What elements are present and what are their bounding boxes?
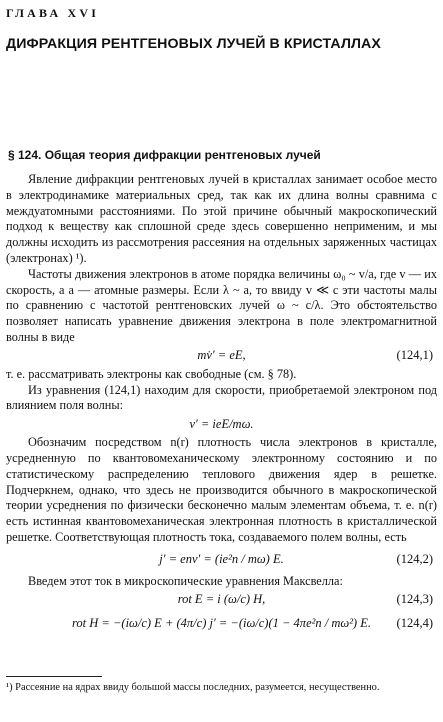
equation-124-4-number: (124,4) xyxy=(396,615,433,630)
section-heading: § 124. Общая теория дифракции рентгеновых лучей xyxy=(8,148,321,162)
equation-124-1 xyxy=(6,347,437,366)
paragraph-velocity: Из уравнения (124,1) находим для скорости, приобретаемой электроном под влиянием поля волны: xyxy=(6,382,437,413)
equation-124-1-body: mv̇′ = eE, xyxy=(197,348,246,363)
equation-124-1-number: (124,1) xyxy=(396,348,433,363)
chapter-title: ДИФРАКЦИЯ РЕНТГЕНОВЫХ ЛУЧЕЙ В КРИСТАЛЛАХ xyxy=(6,36,381,52)
equation-124-3 xyxy=(6,591,437,610)
paragraph-intro: Явление дифракции рентгеновых лучей в кристаллах занимает особое место в электродинамике материальных сред, так как их длина волны сравнима с междуатомными расстояниями. По этой причине обычный макроскопический подход к веществу как сплошной среде здесь совершенно неприменим, и мы должны исходить из рассмотрения рассеяния на отдельных заряженных частицах (электронах) ¹). xyxy=(6,172,437,265)
equation-124-4-body: rot H = −(iω/c) E + (4π/c) j′ = −(iω/c)(1 − 4πe²n / mω²) E. xyxy=(72,615,371,630)
footnote: ¹) Рассеяние на ядрах ввиду большой массы последних, разумеется, несущественно. xyxy=(6,682,380,693)
equation-124-2-body: j′ = env′ = (ie²n / mω) E. xyxy=(159,551,284,566)
paragraph-maxwell: Введем этот ток в микроскопические уравнения Максвелла: xyxy=(28,573,343,588)
paragraph-density: Обозначим посредством n(r) плотность числа электронов в кристалле, усредненную по квантовомеханическому электронному состоянию и по статистическому распределению теплового движения ядер в решетке. Подчеркнем, однако, что здесь не производится обычного в макроскопической теории усреднения по физически бесконечно малым элементам объема, т. е. n(r) есть истинная квантовомеханическая электронная плотность в кристаллической решетке. Соответствующая плотность тока, создаваемого полем волны, есть xyxy=(6,435,437,544)
equation-124-3-number: (124,3) xyxy=(396,592,433,607)
equation-124-2-number: (124,2) xyxy=(396,551,433,566)
equation-124-2 xyxy=(6,547,437,573)
paragraph-free-electrons: т. е. рассматривать электроны как свободные (см. § 78). xyxy=(6,366,297,381)
equation-velocity xyxy=(6,415,437,434)
footnote-divider xyxy=(6,676,102,677)
equation-124-4 xyxy=(6,611,437,637)
chapter-heading: ГЛАВА XVI xyxy=(6,6,100,20)
paragraph-frequencies: Частоты движения электронов в атоме порядка величины ω₀ ~ v/a, где v — их скорость, а a — атомные размеры. Если λ ~ a, то ввиду v ≪ c эти частоты малы по сравнению с частотой рентгеновских лучей ω ~ c/λ. Это обстоятельство позволяет написать уравнение движения электрона в поле электромагнитной волны в виде xyxy=(6,266,437,344)
main-text xyxy=(6,172,437,638)
equation-velocity-body: v′ = ieE/mω. xyxy=(189,416,254,431)
equation-124-3-body: rot E = i (ω/c) H, xyxy=(177,592,266,607)
